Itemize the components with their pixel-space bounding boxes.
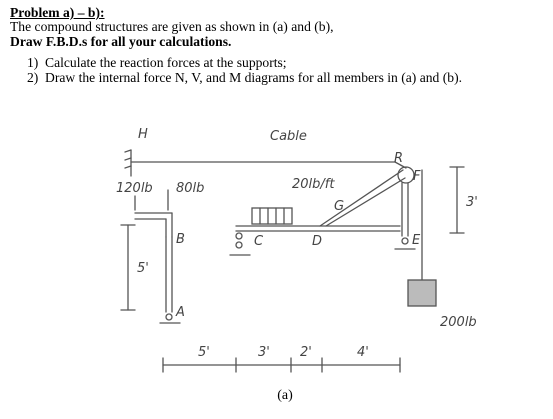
label-g: G [334, 199, 345, 214]
problem-statement: The compound structures are given as shown in (a) and (b), [10, 19, 334, 34]
wall-hatch [125, 150, 131, 152]
label-e: E [412, 233, 421, 248]
label-d: D [312, 234, 323, 249]
figure-caption: (a) [277, 388, 293, 403]
task-item-2-text: Draw the internal force N, V, and M diagrams for all members in (a) and (b). [45, 70, 462, 85]
roller-c [236, 233, 242, 239]
label-distributed: 20lb/ft [292, 177, 335, 192]
wall-hatch [125, 158, 131, 160]
label-dim-5: 5' [198, 345, 210, 360]
label-b: B [176, 232, 185, 247]
distributed-load [252, 208, 292, 224]
problem-title: Problem a) – b): [10, 5, 105, 20]
label-dim-4: 4' [357, 345, 369, 360]
wall-hatch [125, 166, 131, 168]
label-dim-2: 2' [300, 345, 312, 360]
label-dim-5-vert: 5' [137, 261, 149, 276]
pulley-f [398, 167, 414, 183]
pin-e [402, 238, 408, 244]
task-item-2-number: 2) [27, 70, 39, 85]
label-r: R [394, 151, 404, 166]
task-item-1-number: 1) [27, 55, 39, 70]
label-f: F [413, 169, 421, 184]
label-a: A [176, 305, 185, 320]
weight-block [408, 280, 436, 306]
label-dim-3-vert: 3' [466, 195, 478, 210]
label-c: C [254, 234, 264, 249]
label-dim-3: 3' [258, 345, 270, 360]
label-load-80: 80lb [176, 181, 205, 196]
pin-a [166, 314, 172, 320]
label-cable: Cable [270, 129, 307, 144]
roller-c-2 [236, 242, 242, 248]
label-load-120: 120lb [116, 181, 153, 196]
label-load-200: 200lb [440, 315, 477, 330]
corner-b [166, 213, 172, 237]
label-h: H [138, 127, 148, 142]
task-item-1-text: Calculate the reaction forces at the supports; [45, 55, 287, 70]
problem-instruction: Draw F.B.D.s for all your calculations. [10, 34, 232, 49]
